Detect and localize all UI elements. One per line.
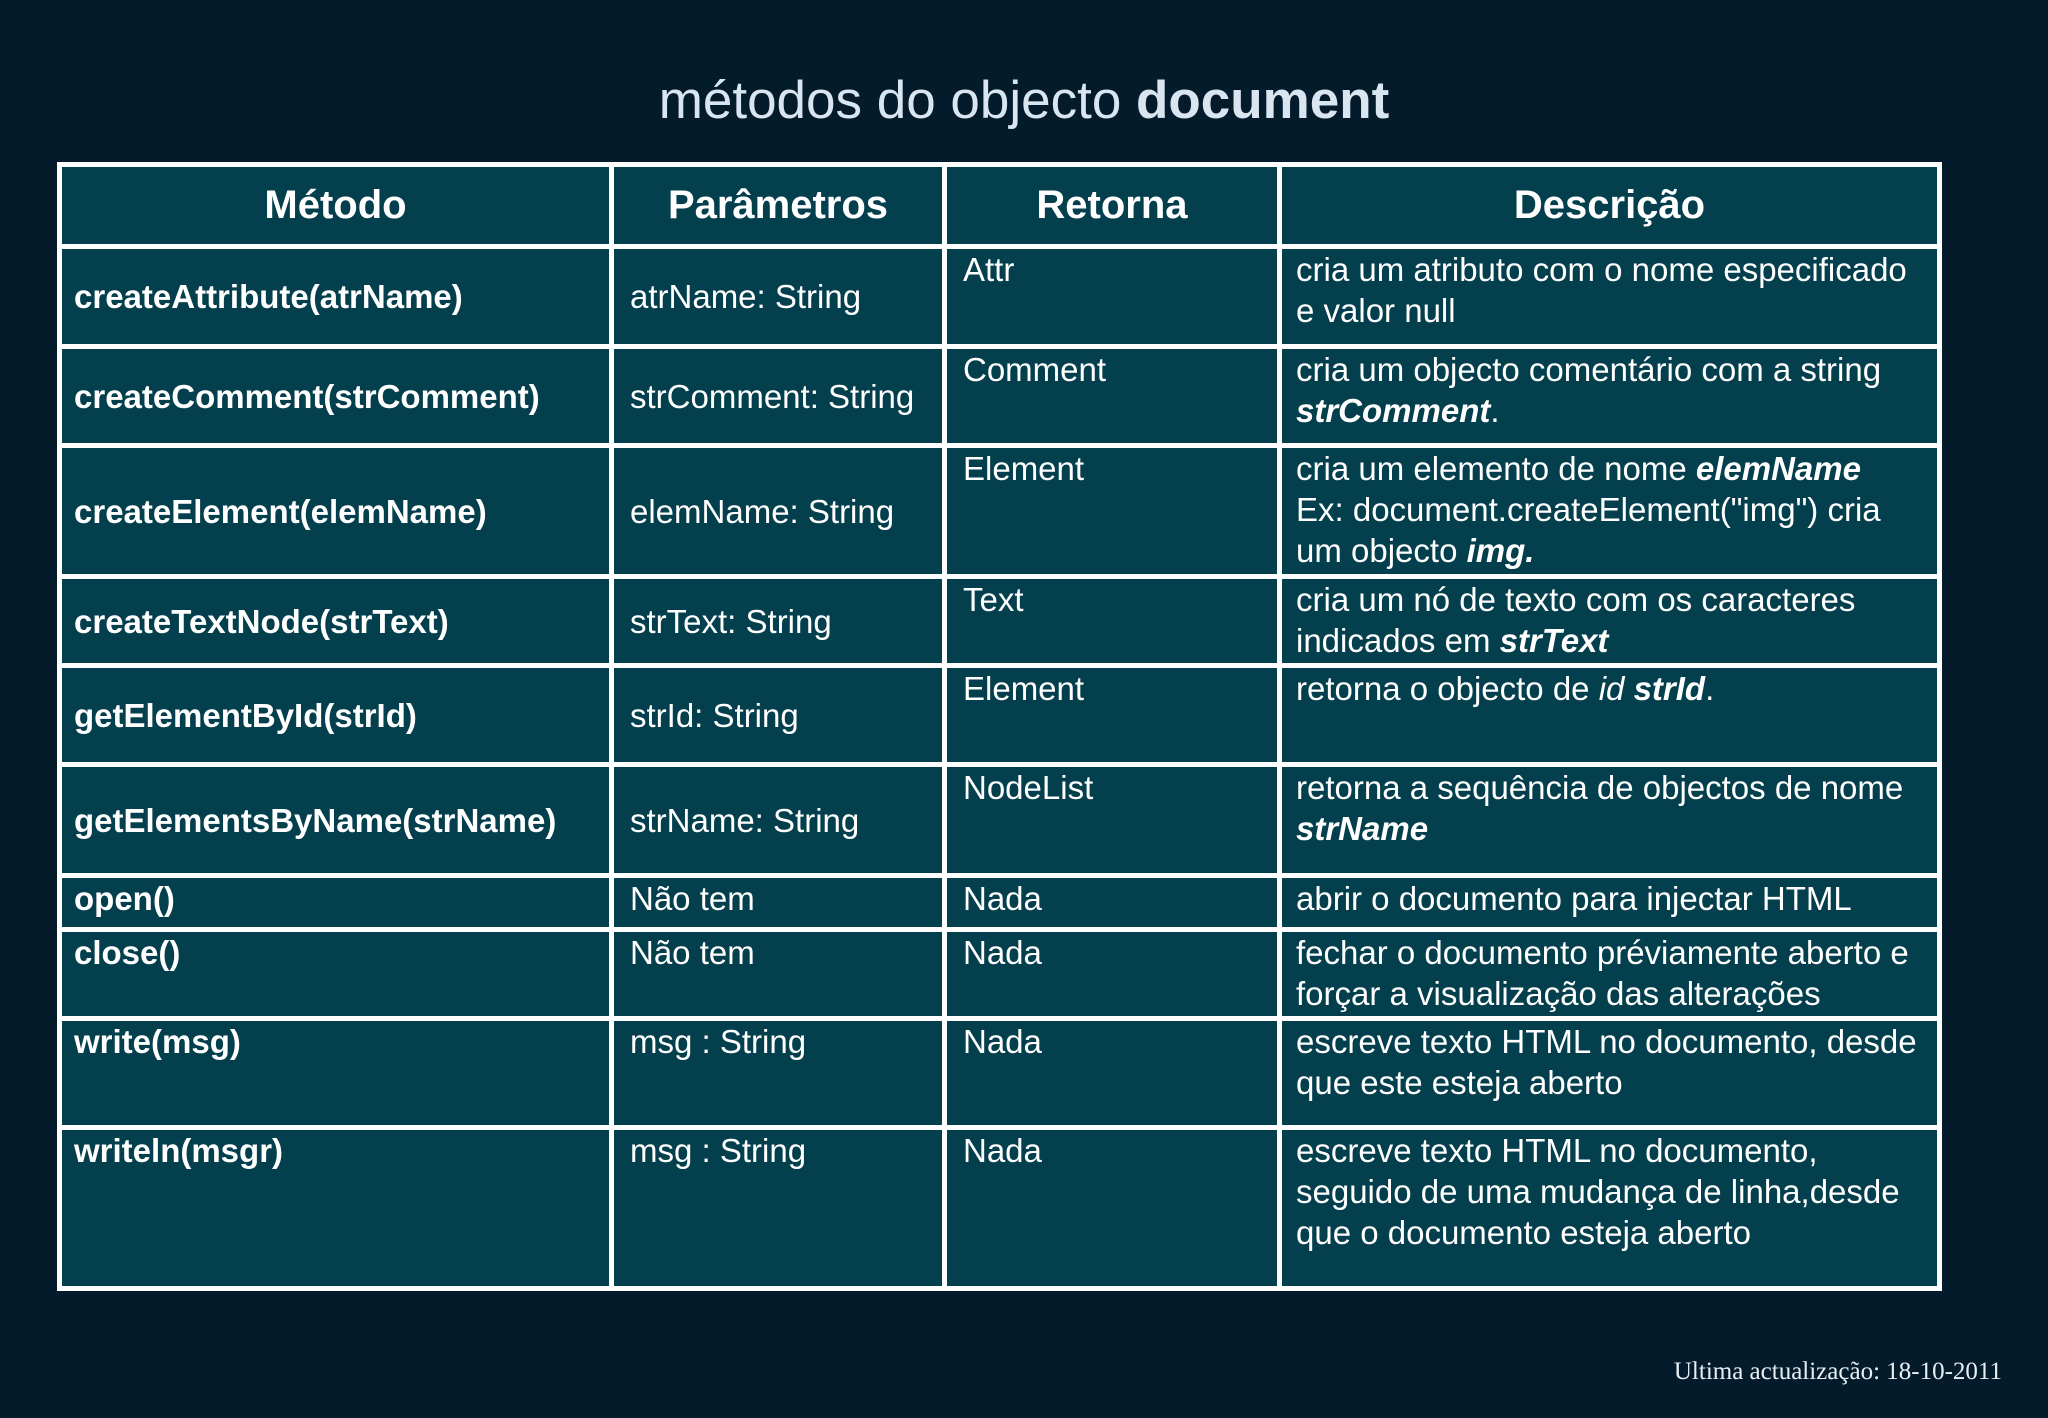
descricao-text: . xyxy=(1490,392,1500,429)
header-retorna: Retorna xyxy=(945,165,1280,247)
cell-metodo: createAttribute(atrName) xyxy=(60,247,612,347)
cell-retorna: Comment xyxy=(945,347,1280,446)
table-row xyxy=(60,666,1940,765)
cell-descricao: abrir o documento para injectar HTML xyxy=(1280,876,1940,930)
last-updated-note: Ultima actualização: 18-10-2011 xyxy=(1673,1358,2002,1385)
cell-descricao: escreve texto HTML no documento, seguido de uma mudança de linha,desde que o documento esteja aberto xyxy=(1280,1128,1940,1289)
descricao-text: cria um objecto comentário com a string xyxy=(1296,351,1882,388)
cell-retorna: Element xyxy=(945,666,1280,765)
cell-metodo: open() xyxy=(60,876,612,930)
table-row xyxy=(60,247,1940,347)
descricao-emphasis: strId xyxy=(1633,670,1706,707)
table-row xyxy=(60,1128,1940,1289)
cell-parametros: strId: String xyxy=(612,666,945,765)
page-title xyxy=(0,70,2048,131)
cell-retorna: Nada xyxy=(945,1019,1280,1128)
cell-descricao xyxy=(1280,446,1940,577)
methods-table xyxy=(57,162,1942,1291)
descricao-text: cria um nó de texto com os caracteres indicados em xyxy=(1296,581,1856,659)
descricao-emphasis: strText xyxy=(1499,622,1609,659)
cell-metodo: createTextNode(strText) xyxy=(60,577,612,666)
header-metodo: Método xyxy=(60,165,612,247)
table-header-row xyxy=(60,165,1940,247)
cell-metodo: createComment(strComment) xyxy=(60,347,612,446)
header-descricao: Descrição xyxy=(1280,165,1940,247)
descricao-text: Ex: document.createElement("img") cria um objecto xyxy=(1296,491,1881,569)
cell-metodo: getElementById(strId) xyxy=(60,666,612,765)
cell-descricao xyxy=(1280,666,1940,765)
cell-retorna: NodeList xyxy=(945,765,1280,876)
cell-retorna: Element xyxy=(945,446,1280,577)
table-row xyxy=(60,577,1940,666)
descricao-emphasis: elemName xyxy=(1695,450,1861,487)
cell-metodo: close() xyxy=(60,930,612,1019)
table-row xyxy=(60,446,1940,577)
cell-parametros: Não tem xyxy=(612,876,945,930)
cell-parametros: elemName: String xyxy=(612,446,945,577)
cell-parametros: Não tem xyxy=(612,930,945,1019)
cell-retorna: Nada xyxy=(945,1128,1280,1289)
cell-parametros: strComment: String xyxy=(612,347,945,446)
cell-descricao: fechar o documento préviamente aberto e forçar a visualização das alterações xyxy=(1280,930,1940,1019)
cell-parametros: strText: String xyxy=(612,577,945,666)
cell-metodo: getElementsByName(strName) xyxy=(60,765,612,876)
cell-metodo: write(msg) xyxy=(60,1019,612,1128)
header-parametros: Parâmetros xyxy=(612,165,945,247)
cell-metodo: createElement(elemName) xyxy=(60,446,612,577)
cell-parametros: atrName: String xyxy=(612,247,945,347)
table-row xyxy=(60,347,1940,446)
table-row xyxy=(60,930,1940,1019)
cell-parametros: msg : String xyxy=(612,1019,945,1128)
cell-descricao xyxy=(1280,577,1940,666)
page-title-object-name: document xyxy=(1136,71,1390,130)
descricao-emphasis: img. xyxy=(1466,532,1535,569)
cell-retorna: Nada xyxy=(945,930,1280,1019)
descricao-text: cria um elemento de nome xyxy=(1296,450,1696,487)
cell-descricao xyxy=(1280,347,1940,446)
descricao-emphasis: strName xyxy=(1296,810,1429,847)
cell-parametros: strName: String xyxy=(612,765,945,876)
descricao-text: retorna o objecto de xyxy=(1296,670,1599,707)
cell-descricao xyxy=(1280,765,1940,876)
cell-retorna: Text xyxy=(945,577,1280,666)
cell-parametros: msg : String xyxy=(612,1128,945,1289)
cell-descricao: cria um atributo com o nome especificado e valor null xyxy=(1280,247,1940,347)
cell-descricao: escreve texto HTML no documento, desde que este esteja aberto xyxy=(1280,1019,1940,1128)
descricao-text: retorna a sequência de objectos de nome xyxy=(1296,769,1904,806)
table-row xyxy=(60,1019,1940,1128)
page-title-prefix: métodos do objecto xyxy=(658,71,1137,130)
cell-retorna: Nada xyxy=(945,876,1280,930)
table-row xyxy=(60,765,1940,876)
descricao-italic: id xyxy=(1598,670,1625,707)
descricao-emphasis: strComment xyxy=(1296,392,1491,429)
table-row xyxy=(60,876,1940,930)
cell-metodo: writeln(msgr) xyxy=(60,1128,612,1289)
descricao-text: . xyxy=(1705,670,1715,707)
cell-retorna: Attr xyxy=(945,247,1280,347)
